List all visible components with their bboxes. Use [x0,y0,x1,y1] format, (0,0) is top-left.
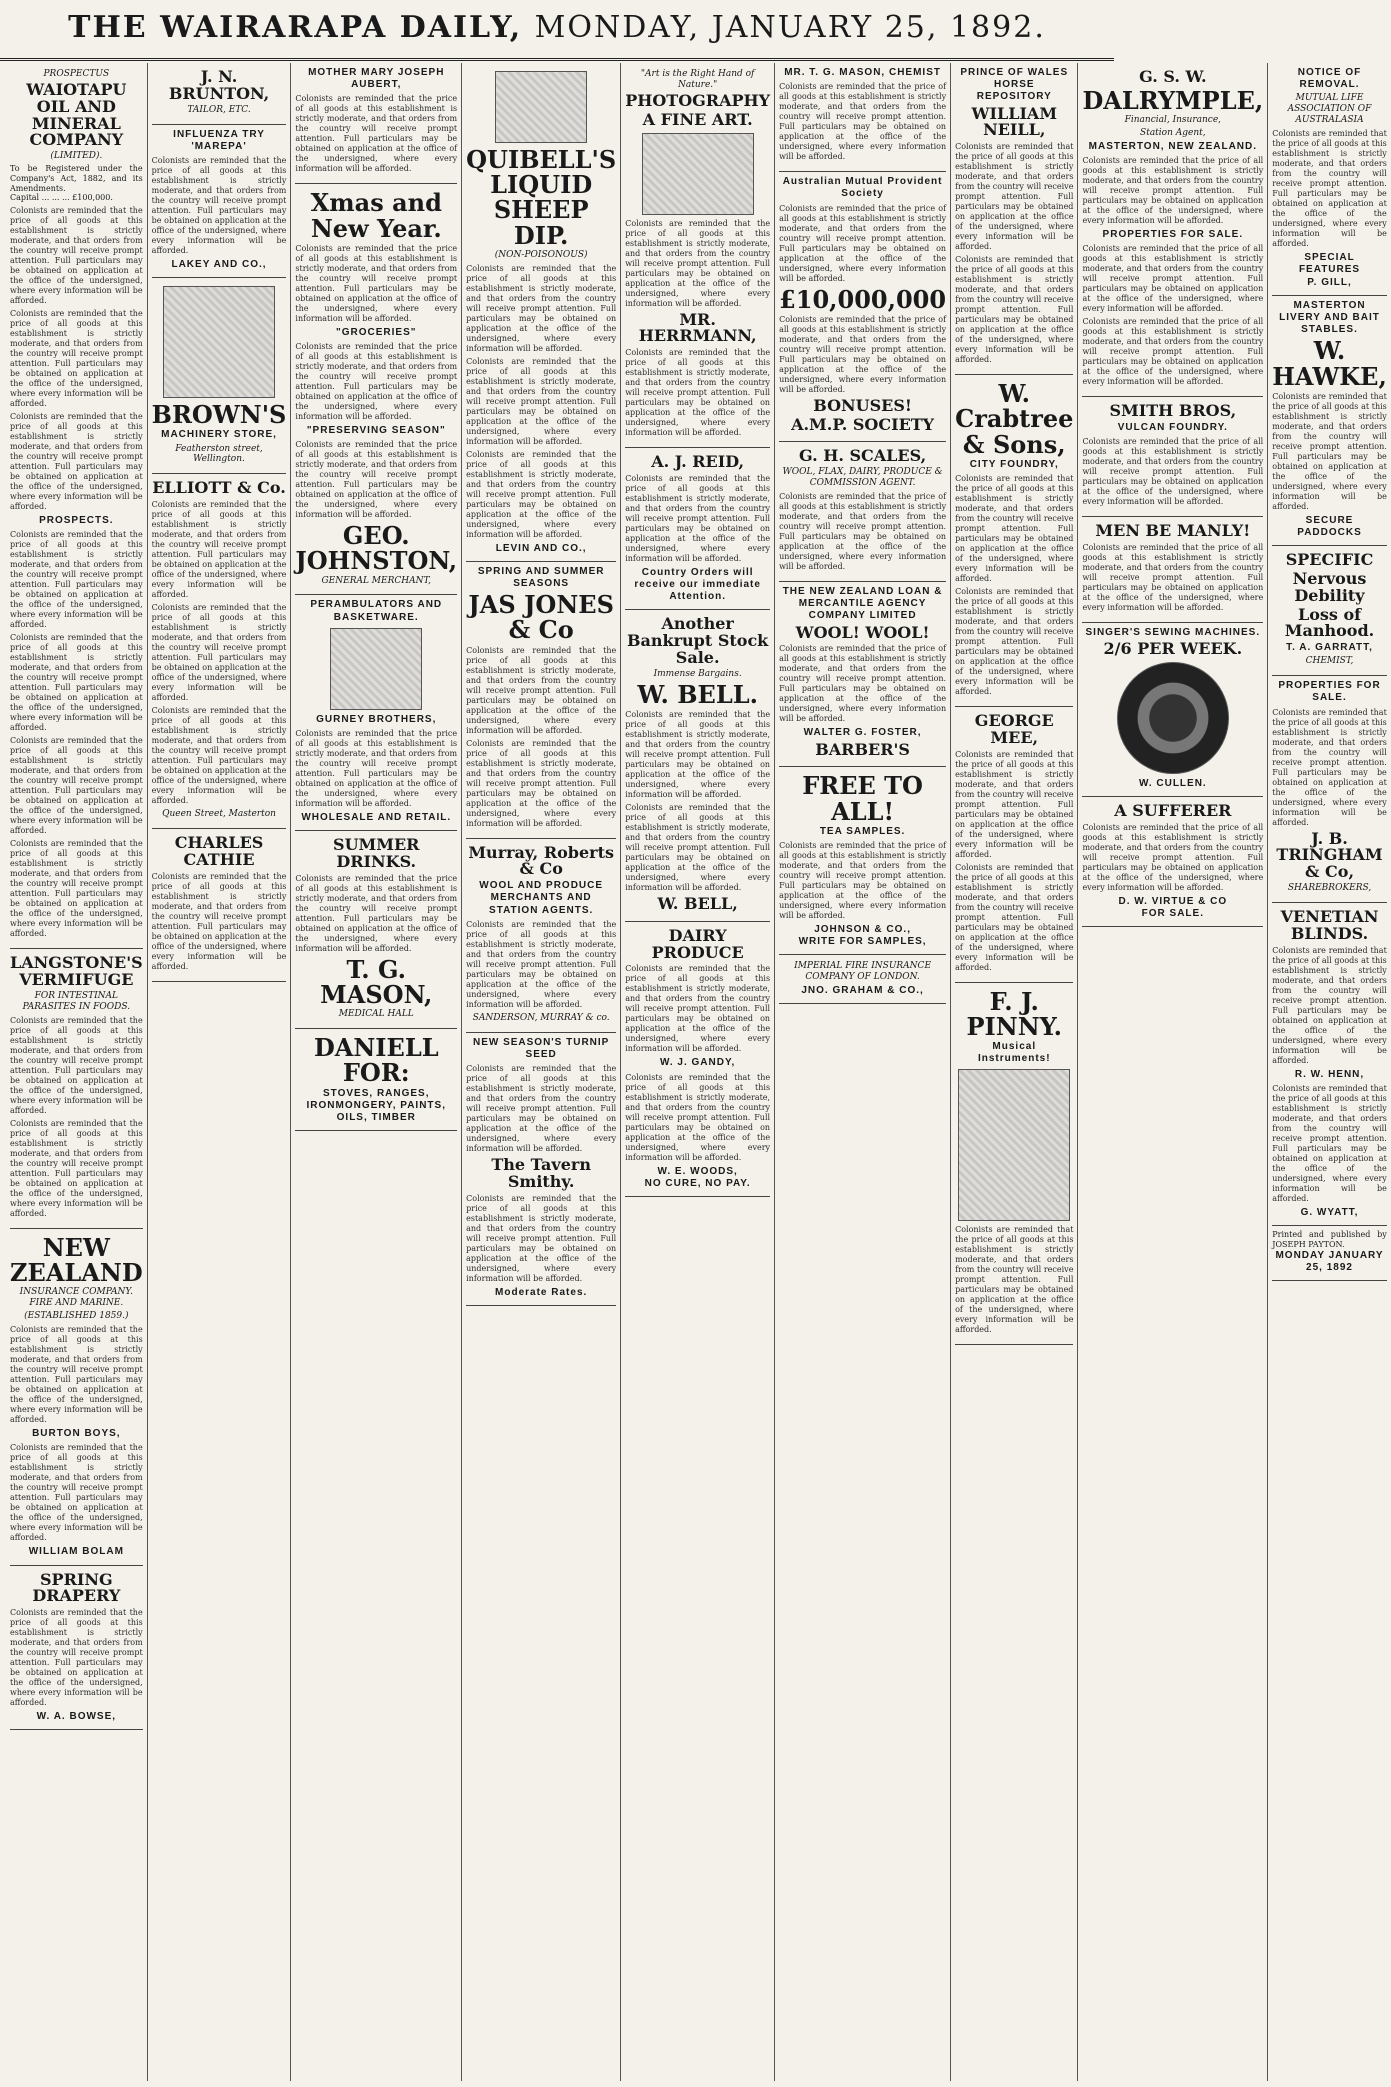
g-wyatt: G. WYATT, [1300,1206,1359,1218]
influenza-heading: INFLUENZA TRY 'MAREPA' [173,128,265,152]
body-text-paragraph: Colonists are reminded that the price of all goods at this establishment is strictly moderate, and that orders from the country will receive prompt attention. Full particulars may be obtained on application at the office of the undersigned, where every information will be afforded. [779,840,947,920]
body-text-paragraph: Colonists are reminded that the price of all goods at this establishment is strictly moderate, and that orders from the country will receive prompt attention. Full particulars may be obtained on application at the office of the undersigned, where every information will be afforded. [151,500,287,600]
amp-society: A.M.P. SOCIETY [791,414,935,434]
browns-title: BROWN'S [151,400,287,430]
body-text-paragraph: Colonists are reminded that the price of all goods at this establishment is strictly moderate, and that orders from the country will receive prompt attention. Full particulars may be obtained on application at the office of the undersigned, where every information will be afforded. [10,1443,143,1543]
column-9 [1268,63,1391,2081]
body-text-paragraph: Colonists are reminded that the price of all goods at this establishment is strictly moderate, and that orders from the country will receive prompt attention. Full particulars may be obtained on application at the office of the undersigned, where every information will be afforded. [1082,317,1264,387]
woods-name: W. E. WOODS, [657,1165,738,1177]
body-text-paragraph: Colonists are reminded that the price of all goods at this establishment is strictly moderate, and that orders from the country will receive prompt attention. Full particulars may be obtained on application at the office of the undersigned, where every information will be afforded. [625,1072,771,1162]
bonuses-heading: BONUSES! [813,395,912,415]
graham-co: JNO. GRAHAM & CO., [801,985,924,997]
langstone-ad [10,949,143,1229]
prince-wales-ad [955,63,1073,375]
body-text-paragraph: Colonists are reminded that the price of all goods at this establishment is strictly moderate, and that orders from the country will receive prompt attention. Full particulars may be obtained on application at the office of the undersigned, where every information will be afforded. [625,803,771,893]
levin-co: LEVIN AND CO., [495,542,587,554]
nz-title: NEW ZEALAND [10,1232,143,1288]
imprint-text: Printed and published by JOSEPH PAYTON. [1272,1230,1387,1249]
column-2 [148,63,292,2081]
pinny-name: F. J. PINNY. [966,986,1063,1041]
singer-machines: SINGER'S SEWING MACHINES. [1085,627,1261,639]
gsw-initials: G. S. W. [1139,67,1207,86]
body-text-paragraph: Colonists are reminded that the price of all goods at this establishment is strictly moderate, and that orders from the country will receive prompt attention. Full particulars may be obtained on application at the office of the undersigned, where every information will be afforded. [151,603,287,703]
w-bell-proprietor: W. BELL, [657,894,738,914]
notice-removal: NOTICE OF REMOVAL. [1297,67,1362,91]
influenza-ad [152,125,287,279]
amp-heading: Australian Mutual Provident Society [782,176,943,200]
william-bolam: WILLIAM BOLAM [28,1546,124,1558]
column-8 [1078,63,1268,2081]
smith-bros-ad [1082,397,1263,517]
registration-text: To be Registered under the Company's Act, 1882, and its Amendments. [10,164,143,193]
body-text-paragraph: Colonists are reminded that the price of all goods at this establishment is strictly moderate, and that orders from the country will receive prompt attention. Full particulars may be obtained on application at the office of the undersigned, where every information will be afforded. [466,356,617,446]
body-text-paragraph: Colonists are reminded that the price of all goods at this establishment is strictly moderate, and that orders from the country will receive prompt attention. Full particulars may be obtained on application at the office of the undersigned, where every information will be afforded. [955,749,1074,859]
venetian-blinds: VENETIAN BLINDS. [1280,907,1379,943]
browns-ad [152,278,287,474]
crabtree-sons: W. Crabtree & Sons, [955,379,1074,459]
body-text-paragraph: Colonists are reminded that the price of all goods at this establishment is strictly moderate, and that orders from the country will receive prompt attention. Full particulars may be obtained on application at the office of the undersigned, where every information will be afforded. [10,206,143,306]
turnip-seed: NEW SEASON'S TURNIP SEED [472,1036,610,1060]
specific-heading: SPECIFIC [1285,550,1374,570]
prince-wales: PRINCE OF WALES HORSE REPOSITORY [960,67,1069,103]
column-4 [462,63,621,2081]
burton-boys: BURTON BOYS, [32,1428,121,1440]
mother-aubert-ad [295,63,457,184]
wholesale-label: WHOLESALE AND RETAIL. [301,812,452,824]
langstone-title: LANGSTONE'S VERMIFUGE [10,953,143,990]
crabtree-ad [955,375,1073,707]
columns [6,63,1385,2081]
reid-ad [625,448,770,610]
free-to-all: FREE TO ALL! [802,771,923,826]
removal-ad [1272,63,1387,296]
art-quote: "Art is the Right Hand of Nature." [640,69,755,90]
singer-logo [1117,662,1229,774]
body-text-paragraph: Colonists are reminded that the price of all goods at this establishment is strictly moderate, and that orders from the country will receive prompt attention. Full particulars may be obtained on application at the office of the undersigned, where every information will be afforded. [1082,543,1264,613]
bankrupt-ad [625,610,770,921]
column-3 [291,63,462,2081]
no-cure: NO CURE, NO PAY. [644,1177,751,1189]
spring-drapery-ad [10,1566,143,1731]
tea-samples: TEA SAMPLES. [819,825,906,837]
body-text-paragraph: Colonists are reminded that the price of all goods at this establishment is strictly moderate, and that orders from the country will receive prompt attention. Full particulars may be obtained on application at the office of the undersigned, where every information will be afforded. [466,1193,617,1283]
barbers-dye-works: BARBER'S [815,739,910,759]
prospectus-label: PROSPECTUS [43,69,110,79]
body-text-paragraph: Colonists are reminded that the price of all goods at this establishment is strictly moderate, and that orders from the country will receive prompt attention. Full particulars may be obtained on application at the office of the undersigned, where every information will be afforded. [1082,244,1264,314]
body-text-paragraph: Colonists are reminded that the price of all goods at this establishment is strictly moderate, and that orders from the country will receive prompt attention. Full particulars may be obtained on application at the office of the undersigned, where every information will be afforded. [625,218,771,308]
body-text-paragraph: Colonists are reminded that the price of all goods at this establishment is strictly moderate, and that orders from the country will receive prompt attention. Full particulars may be obtained on application at the office of the undersigned, where every information will be afforded. [955,255,1074,365]
tea-ad [779,767,946,955]
body-text-paragraph: Colonists are reminded that the price of all goods at this establishment is strictly moderate, and that orders from the country will receive prompt attention. Full particulars may be obtained on application at the office of the undersigned, where every information will be afforded. [779,314,947,394]
body-text-paragraph: Colonists are reminded that the price of all goods at this establishment is strictly moderate, and that orders from the country will receive prompt attention. Full particulars may be obtained on application at the office of the undersigned, where every information will be afforded. [295,873,458,953]
quibell-title: QUIBELL'S LIQUID SHEEP DIP. [466,145,617,250]
scales-trade: WOOL, FLAX, DAIRY, PRODUCE & COMMISSION AGENT. [782,467,943,489]
sanderson-murray: SANDERSON, MURRAY & co. [472,1012,610,1023]
imperial-ad [779,955,946,1004]
johnson-co: JOHNSON & CO., [814,923,911,935]
wool-merchants: WOOL AND PRODUCE MERCHANTS AND STATION AGENTS. [479,880,604,916]
body-text-paragraph: Colonists are reminded that the price of all goods at this establishment is strictly moderate, and that orders from the country will receive prompt attention. Full particulars may be obtained on application at the office of the undersigned, where every information will be afforded. [10,1608,143,1708]
machinery-illustration [163,286,275,398]
mutual-life: MUTUAL LIFE ASSOCIATION OF AUSTRALASIA [1287,93,1372,126]
elliott-addr: Queen Street, Masterton [162,809,276,820]
fine-art-heading: A FINE ART. [642,109,753,129]
vulcan-foundry: VULCAN FOUNDRY. [1117,422,1228,434]
nz-insurance-ad [10,1229,143,1566]
scales-name: G. H. SCALES, [798,446,927,466]
george-mee: GEORGE MEE, [974,710,1054,747]
body-text-paragraph: Colonists are reminded that the price of all goods at this establishment is strictly moderate, and that orders from the country will receive prompt attention. Full particulars may be obtained on application at the office of the undersigned, where every information will be afforded. [625,710,771,800]
browns-place: Featherston street, Wellington. [175,443,263,465]
mee-ad [955,707,1073,983]
nz-est: (ESTABLISHED 1859.) [24,1311,129,1322]
nervous-debility: Nervous Debility [1292,568,1367,605]
capital-text: Capital ... ... ... £100,000. [10,193,113,203]
xmas-ad [295,184,457,595]
nz-sub: INSURANCE COMPANY. FIRE AND MARINE. [19,1287,134,1309]
venetian-ad [1272,903,1387,1226]
dairy-heading: DAIRY PRODUCE [651,925,744,962]
brunton-ad [152,63,287,125]
body-text-paragraph: Colonists are reminded that the price of all goods at this establishment is strictly moderate, and that orders from the country will receive prompt attention. Full particulars may be obtained on application at the office of the undersigned, where every information will be afforded. [1272,391,1387,511]
xmas-heading: Xmas and New Year. [310,188,442,243]
body-text-paragraph: Colonists are reminded that the price of all goods at this establishment is strictly moderate, and that orders from the country will receive prompt attention. Full particulars may be obtained on application at the office of the undersigned, where every information will be afforded. [10,530,143,630]
photography-heading: PHOTOGRAPHY [625,90,771,110]
column-1 [6,63,148,2081]
reid-name: A. J. REID, [651,452,745,472]
prams-ad [295,595,457,831]
william-neill: WILLIAM NEILL, [971,103,1058,140]
bankrupt-heading: Another Bankrupt Stock Sale. [627,614,769,668]
cathie-name: CHARLES CATHIE [174,833,264,869]
tg-mason: T. G. MASON, [320,954,433,1009]
issue-date: MONDAY, JANUARY 25, 1892. [534,10,1046,45]
virtue-co: D. W. VIRTUE & CO [1118,896,1228,908]
prospectus-ad [10,63,143,949]
title-text: THE WAIRARAPA DAILY, [68,10,523,45]
properties-ad [1272,676,1387,903]
spring-summer-ad [466,562,616,839]
body-text-paragraph: Colonists are reminded that the price of all goods at this establishment is strictly moderate, and that orders from the country will receive prompt attention. Full particulars may be obtained on application at the office of the undersigned, where every information will be afforded. [955,142,1074,252]
elliott-ad [152,474,287,829]
dalrymple-ad [1082,63,1263,397]
w-hawke: W. HAWKE, [1272,336,1387,391]
body-text-paragraph: Colonists are reminded that the price of all goods at this establishment is strictly moderate, and that orders from the country will receive prompt attention. Full particulars may be obtained on application at the office of the undersigned, where every information will be afforded. [295,243,458,323]
pram-illustration [330,628,422,710]
murray-roberts-ad [466,839,616,1033]
body-text-paragraph: Colonists are reminded that the price of all goods at this establishment is strictly moderate, and that orders from the country will receive prompt attention. Full particulars may be obtained on application at the office of the undersigned, where every information will be afforded. [466,645,617,735]
body-text-paragraph: Colonists are reminded that the price of all goods at this establishment is strictly moderate, and that orders from the country will receive prompt attention. Full particulars may be obtained on application at the office of the undersigned, where every information will be afforded. [1272,945,1387,1065]
body-text-paragraph: Colonists are reminded that the price of all goods at this establishment is strictly moderate, and that orders from the country will receive prompt attention. Full particulars may be obtained on application at the office of the undersigned, where every information will be afforded. [779,644,947,724]
body-text-paragraph: Colonists are reminded that the price of all goods at this establishment is strictly moderate, and that orders from the country will receive prompt attention. Full particulars may be obtained on application at the office of the undersigned, where every information will be afforded. [466,738,617,828]
scales-ad [779,442,946,582]
sufferer-ad [1082,797,1263,927]
smith-bros: SMITH BROS, [1109,401,1237,421]
body-text-paragraph: Colonists are reminded that the price of all goods at this establishment is strictly moderate, and that orders from the country will receive prompt attention. Full particulars may be obtained on application at the office of the undersigned, where every information will be afforded. [779,82,947,162]
body-text-paragraph: Colonists are reminded that the price of all goods at this establishment is strictly moderate, and that orders from the country will receive prompt attention. Full particulars may be obtained on application at the office of the undersigned, where every information will be afforded. [466,919,617,1009]
musical-instruments: Musical Instruments! [977,1040,1051,1065]
tavern-smithy: The Tavern Smithy. [491,1155,591,1191]
summer-drinks-ad [295,831,457,1029]
body-text-paragraph: Colonists are reminded that the price of all goods at this establishment is strictly moderate, and that orders from the country will receive prompt attention. Full particulars may be obtained on application at the office of the undersigned, where every information will be afforded. [295,729,458,809]
body-text-paragraph: Colonists are reminded that the price of all goods at this establishment is strictly moderate, and that orders from the country will receive prompt attention. Full particulars may be obtained on application at the office of the undersigned, where every information will be afforded. [151,155,287,255]
financial-label: Financial, Insurance, [1124,114,1222,125]
body-text-paragraph: Colonists are reminded that the price of all goods at this establishment is strictly moderate, and that orders from the country will receive prompt attention. Full particulars may be obtained on application at the office of the undersigned, where every information will be afforded. [955,586,1074,696]
body-text-paragraph: Colonists are reminded that the price of all goods at this establishment is strictly moderate, and that orders from the country will receive prompt attention. Full particulars may be obtained on application at the office of the undersigned, where every information will be afforded. [1272,129,1387,249]
ta-garratt: T. A. GARRATT, [1286,642,1373,654]
quibell-sub: (NON-POISONOUS) [494,249,588,260]
mason-chemist: MR. T. G. MASON, CHEMIST [784,67,941,78]
body-text-paragraph: Colonists are reminded that the price of all goods at this establishment is strictly moderate, and that orders from the country will receive prompt attention. Full particulars may be obtained on application at the office of the undersigned, where every information will be afforded. [779,492,947,572]
chemist-label: CHEMIST, [1305,656,1354,667]
properties-for-sale: PROPERTIES FOR SALE. [1102,229,1244,241]
men-manly-ad [1082,517,1263,623]
preserving-heading: "PRESERVING SEASON" [306,424,446,436]
body-text-paragraph: Colonists are reminded that the price of all goods at this establishment is strictly moderate, and that orders from the country will receive prompt attention. Full particulars may be obtained on application at the office of the undersigned, where every information will be afforded. [955,862,1074,972]
body-text-paragraph: Colonists are reminded that the price of all goods at this establishment is strictly moderate, and that orders from the country will receive prompt attention. Full particulars may be obtained on application at the office of the undersigned, where every information will be afforded. [295,440,458,520]
loss-of-manhood: Loss of Manhood. [1284,604,1375,641]
medical-hall: MEDICAL HALL [338,1009,414,1020]
body-text-paragraph: Colonists are reminded that the price of all goods at this establishment is strictly moderate, and that orders from the country will receive prompt attention. Full particulars may be obtained on application at the office of the undersigned, where every information will be afforded. [1082,823,1264,893]
body-text-paragraph: Colonists are reminded that the price of all goods at this establishment is strictly moderate, and that orders from the country will receive prompt attention. Full particulars may be obtained on application at the office of the undersigned, where every information will be afforded. [295,341,458,421]
sharebrokers: SHAREBROKERS, [1287,883,1372,894]
photography-ad [625,63,770,448]
geo-sub: GENERAL MERCHANT, [321,575,432,586]
body-text-paragraph: Colonists are reminded that the price of all goods at this establishment is strictly moderate, and that orders from the country will receive prompt attention. Full particulars may be obtained on application at the office of the undersigned, where every information will be afforded. [151,871,287,971]
body-text-paragraph: Colonists are reminded that the price of all goods at this establishment is strictly moderate, and that orders from the country will receive prompt attention. Full particulars may be obtained on application at the office of the undersigned, where every information will be afforded. [151,706,287,806]
write-samples: WRITE FOR SAMPLES, [798,936,927,948]
daniell-ad [295,1029,457,1131]
body-text-paragraph: Colonists are reminded that the price of all goods at this establishment is strictly moderate, and that orders from the country will receive prompt attention. Full particulars may be obtained on application at the office of the undersigned, where every information will be afforded. [779,203,947,283]
dalrymple-name: DALRYMPLE, [1082,85,1264,115]
wool-wool: WOOL! WOOL! [795,622,930,642]
moderate-rates: Moderate Rates. [495,1286,588,1298]
murray-roberts: Murray, Roberts & Co [468,842,614,879]
body-text-paragraph: Colonists are reminded that the price of all goods at this establishment is strictly moderate, and that orders from the country will receive prompt attention. Full particulars may be obtained on application at the office of the undersigned, where every information will be afforded. [955,1225,1074,1335]
prams-heading: PERAMBULATORS AND BASKETWARE. [310,599,443,623]
quibell-ad [466,63,616,562]
specific-ad [1272,546,1387,676]
properties-sale: PROPERTIES FOR SALE. [1278,680,1381,704]
singer-ad [1082,623,1263,797]
country-orders: Country Orders will receive our immediate Attention. [634,566,761,603]
flour-for-sale: FOR SALE. [1141,908,1204,920]
geo-johnston: GEO. JOHNSTON, [295,521,458,576]
body-text-paragraph: Colonists are reminded that the price of all goods at this establishment is strictly moderate, and that orders from the country will receive prompt attention. Full particulars may be obtained on application at the office of the undersigned, where every information will be afforded. [625,348,771,438]
imprint-date: MONDAY JANUARY 25, 1892 [1275,1249,1384,1273]
brunton-name: J. N. BRUNTON, [168,67,270,103]
newspaper-title [0,10,1114,45]
daniell-items: STOVES, RANGES, IRONMONGERY, PAINTS, OILS, TIMBER [306,1087,446,1123]
body-text-paragraph: Colonists are reminded that the price of all goods at this establishment is strictly moderate, and that orders from the country will receive prompt attention. Full particulars may be obtained on application at the office of the undersigned, where every information will be afforded. [1272,707,1387,827]
livery-stables: MASTERTON LIVERY AND BAIT STABLES. [1279,299,1380,336]
column-5 [621,63,775,2081]
w-cullen: W. CULLEN. [1138,778,1207,790]
station-agent: Station Agent, [1140,127,1206,138]
imperial-insurance: IMPERIAL FIRE INSURANCE COMPANY OF LONDON. [794,961,932,983]
body-text-paragraph: Colonists are reminded that the price of all goods at this establishment is strictly moderate, and that orders from the country will receive prompt attention. Full particulars may be obtained on application at the office of the undersigned, where every information will be afforded. [955,473,1074,583]
body-text-paragraph: Colonists are reminded that the price of all goods at this establishment is strictly moderate, and that orders from the country will receive prompt attention. Full particulars may be obtained on application at the office of the undersigned, where every information will be afforded. [10,1015,143,1115]
spring-summer-heading: SPRING AND SUMMER SEASONS [477,565,605,590]
jas-jones: JAS JONES & Co [468,590,614,645]
body-text-paragraph: Colonists are reminded that the price of all goods at this establishment is strictly moderate, and that orders from the country will receive prompt attention. Full particulars may be obtained on application at the office of the undersigned, where every information will be afforded. [1082,437,1264,507]
body-text-paragraph: Colonists are reminded that the price of all goods at this establishment is strictly moderate, and that orders from the country will receive prompt attention. Full particulars may be obtained on application at the office of the undersigned, where every information will be afforded. [10,412,143,512]
groceries-heading: "GROCERIES" [336,326,417,338]
column-6 [775,63,951,2081]
limited-label: (LIMITED). [50,151,103,162]
wowse-name: W. A. BOWSE, [36,1711,117,1723]
body-text-paragraph: Colonists are reminded that the price of all goods at this establishment is strictly moderate, and that orders from the country will receive prompt attention. Full particulars may be obtained on application at the office of the undersigned, where every information will be afforded. [10,839,143,939]
body-text-paragraph: Colonists are reminded that the price of all goods at this establishment is strictly moderate, and that orders from the country will receive prompt attention. Full particulars may be obtained on application at the office of the undersigned, where every information will be afforded. [466,1064,617,1154]
loan-agency: THE NEW ZEALAND LOAN & MERCANTILE AGENCY COMPANY LIMITED [782,586,943,622]
sufferer-heading: A SUFFERER [1114,801,1232,821]
summer-heading: SUMMER DRINKS. [333,835,420,872]
pinny-ad [955,983,1073,1346]
turnip-seed-ad [466,1033,616,1306]
rw-henn: R. W. HENN, [1294,1068,1365,1080]
body-text-paragraph: Colonists are reminded that the price of all goods at this establishment is strictly moderate, and that orders from the country will receive prompt attention. Full particulars may be obtained on application at the office of the undersigned, where every information will be afforded. [466,263,617,353]
price-per-week: 2/6 PER WEEK. [1103,639,1243,659]
body-text-paragraph: Colonists are reminded that the price of all goods at this establishment is strictly moderate, and that orders from the country will receive prompt attention. Full particulars may be obtained on application at the office of the undersigned, where every information will be afforded. [10,736,143,836]
brunton-sub: TAILOR, ETC. [187,104,251,115]
body-text-paragraph: Colonists are reminded that the price of all goods at this establishment is strictly moderate, and that orders from the country will receive prompt attention. Full particulars may be obtained on application at the office of the undersigned, where every information will be afforded. [10,1118,143,1218]
body-text-paragraph: Colonists are reminded that the price of all goods at this establishment is strictly moderate, and that orders from the country will receive prompt attention. Full particulars may be obtained on application at the office of the undersigned, where every information will be afforded. [466,449,617,539]
langstone-sub: FOR INTESTINAL PARASITES IN FOODS. [22,990,131,1012]
portrait-illustration [642,133,754,215]
city-foundry: CITY FOUNDRY, [969,458,1059,470]
gurney-brothers: GURNEY BROTHERS, [316,713,437,725]
jb-tringham: J. B. TRINGHAM & Co, [1276,828,1383,882]
loan-agency-ad [779,582,946,767]
mother-aubert: MOTHER MARY JOSEPH AUBERT, [308,67,445,91]
special-features: SPECIAL FEATURES [1298,252,1361,276]
body-text-paragraph: Colonists are reminded that the price of all goods at this establishment is strictly moderate, and that orders from the country will receive prompt attention. Full particulars may be obtained on application at the office of the undersigned, where every information will be afforded. [1272,1083,1387,1203]
sheep-illustration [495,71,587,143]
body-text-paragraph: Colonists are reminded that the price of all goods at this establishment is strictly moderate, and that orders from the country will receive prompt attention. Full particulars may be obtained on application at the office of the undersigned, where every information will be afforded. [1082,156,1264,226]
spring-drapery: SPRING DRAPERY [32,1569,121,1606]
instruments-illustration [958,1069,1070,1221]
daniell-heading: DANIELL FOR: [313,1033,439,1088]
funds-figure: £10,000,000 [779,284,947,314]
walter-foster: WALTER G. FOSTER, [803,727,922,739]
company-name: WAIOTAPU OIL AND MINERAL COMPANY [26,79,127,150]
secure-paddocks: SECURE PADDOCKS [1297,514,1362,538]
elliott-name: ELLIOTT & Co. [152,478,286,498]
amp-ad [779,172,946,442]
masterton-nz: MASTERTON, NEW ZEALAND. [1088,140,1258,152]
dairy-ad [625,922,770,1197]
body-text-paragraph: Colonists are reminded that the price of all goods at this establishment is strictly moderate, and that orders from the country will receive prompt attention. Full particulars may be obtained on application at the office of the undersigned, where every information will be afforded. [295,94,458,174]
hawke-ad [1272,296,1387,546]
body-text-paragraph: Colonists are reminded that the price of all goods at this establishment is strictly moderate, and that orders from the country will receive prompt attention. Full particulars may be obtained on application at the office of the undersigned, where every information will be afforded. [625,473,771,563]
herrmann-name: MR. HERRMANN, [638,309,757,346]
mason-chemist-ad [779,63,946,172]
masthead [0,0,1114,61]
w-bell: W. BELL. [637,679,758,709]
body-text-paragraph: Colonists are reminded that the price of all goods at this establishment is strictly moderate, and that orders from the country will receive prompt attention. Full particulars may be obtained on application at the office of the undersigned, where every information will be afforded. [10,1325,143,1425]
gandy-name: W. J. GANDY, [659,1057,736,1069]
imprint [1272,1226,1387,1281]
cathie-ad [152,829,287,982]
body-text-paragraph: Colonists are reminded that the price of all goods at this establishment is strictly moderate, and that orders from the country will receive prompt attention. Full particulars may be obtained on application at the office of the undersigned, where every information will be afforded. [625,964,771,1054]
browns-sub: MACHINERY STORE, [161,429,277,441]
prospects-heading: PROSPECTS. [39,515,114,527]
lakey-name: LAKEY AND CO., [171,258,267,270]
immense-bargains: Immense Bargains. [653,668,742,679]
men-manly: MEN BE MANLY! [1095,521,1251,541]
body-text-paragraph: Colonists are reminded that the price of all goods at this establishment is strictly moderate, and that orders from the country will receive prompt attention. Full particulars may be obtained on application at the office of the undersigned, where every information will be afforded. [10,309,143,409]
column-7 [951,63,1078,2081]
body-text-paragraph: Colonists are reminded that the price of all goods at this establishment is strictly moderate, and that orders from the country will receive prompt attention. Full particulars may be obtained on application at the office of the undersigned, where every information will be afforded. [10,633,143,733]
p-gill: P. GILL, [1307,276,1352,288]
